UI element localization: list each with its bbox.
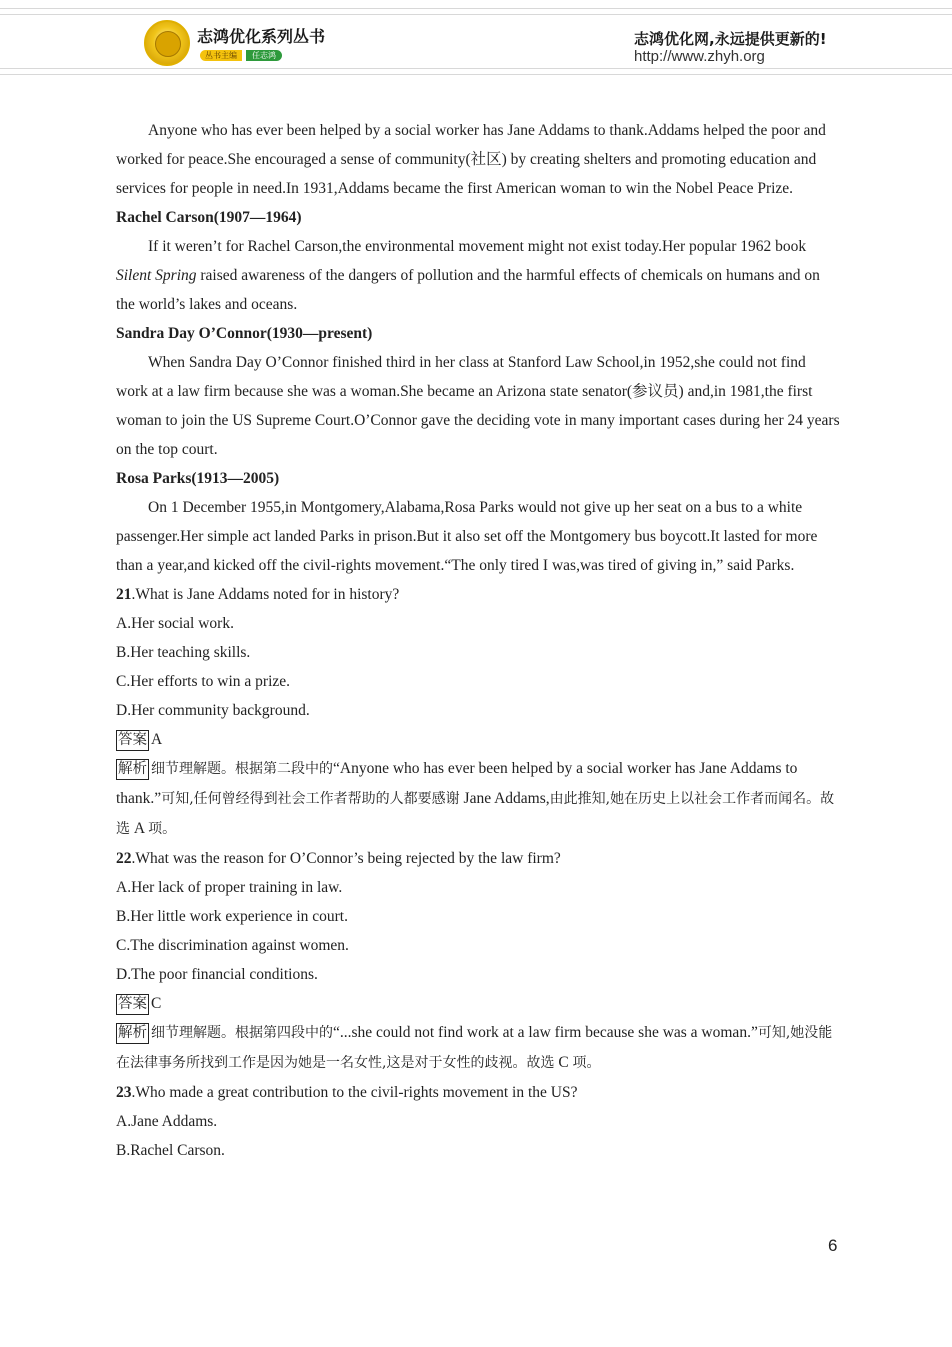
answer-value: C [151, 995, 162, 1012]
analysis-text: 可知,任何曾经得到社会工作者帮助的人都要感谢 [161, 791, 460, 807]
analysis-text: C [554, 1054, 573, 1071]
option: D.Her community background. [116, 702, 310, 719]
series-title: 志鸿优化系列丛书 [197, 27, 326, 46]
option: A.Her social work. [116, 615, 234, 632]
question-number: 23 [116, 1084, 132, 1101]
question-number: 22 [116, 850, 132, 867]
editor-tag-name: 任志鸿 [246, 50, 282, 61]
analysis-text: 由此推知,她在历史上以社会工作者而闻名。故选 [116, 791, 835, 837]
analysis-line [116, 754, 840, 844]
question-stem [116, 844, 840, 873]
heading-parks: Rosa Parks(1913—2005) [116, 470, 280, 487]
header-rule [0, 14, 952, 15]
question-stem [116, 1078, 840, 1107]
analysis-quote: “...she could not find work at a law firm because she was a woman.” [333, 1024, 758, 1041]
answer-label: 答案 [116, 994, 149, 1015]
analysis-text: 项。 [148, 821, 177, 837]
analysis-text: 细节理解题。根据第二段中的 [151, 761, 333, 777]
question-text: .What was the reason for O’Connor’s being rejected by the law firm? [131, 850, 561, 867]
question-text: .What is Jane Addams noted for in history? [131, 586, 400, 603]
analysis-text: A [130, 820, 149, 837]
header-url: http://www.zhyh.org [634, 48, 765, 65]
book-title: Silent Spring [116, 267, 197, 284]
analysis-text: 可知,她没能在法律事务所找到工作是因为她是一名女性,这是对于女性的歧视。故选 [116, 1025, 833, 1071]
header-slogan: 志鸿优化网,永远提供更新的! [634, 30, 827, 48]
paragraph-text: raised awareness of the dangers of pollution and the harmful effects of chemicals on humans and on the world’s lakes and oceans. [116, 267, 820, 313]
analysis-quote: “Anyone who has ever been helped by a social worker has Jane Addams to thank.” [116, 760, 798, 807]
paragraph-carson [116, 232, 840, 319]
paragraph-addams: Anyone who has ever been helped by a social worker has Jane Addams to thank.Addams helped the poor and worked for peace.She encouraged a sense of community(社区) by creating shelters and promoting education and services for people in need.In 1931,Addams became the first American woman to win the Nobel Peace Prize. [116, 122, 826, 197]
question-stem [116, 580, 840, 609]
analysis-label: 解析 [116, 1023, 149, 1044]
option: C.The discrimination against women. [116, 937, 349, 954]
page-header [0, 0, 952, 80]
heading-oconnor: Sandra Day O’Connor(1930—present) [116, 325, 373, 342]
header-rule [0, 8, 952, 9]
question-number: 21 [116, 586, 132, 603]
editor-tag-label: 丛书主编 [200, 50, 242, 61]
answer-line [116, 989, 840, 1018]
option: B.Rachel Carson. [116, 1142, 225, 1159]
header-rule [0, 68, 952, 69]
answer-value: A [151, 731, 163, 748]
option: A.Jane Addams. [116, 1113, 218, 1130]
analysis-text: 项。 [572, 1055, 601, 1071]
paragraph-text: If it weren’t for Rachel Carson,the environmental movement might not exist today.Her popular 1962 book [148, 238, 807, 255]
paragraph-oconnor: When Sandra Day O’Connor finished third in her class at Stanford Law School,in 1952,she could not find work at a law firm because she was a woman.She became an Arizona state senator(参议员) and,in 1981,the first woman to join the US Supreme Court.O’Connor gave the deciding vote in many important cases during her 24 years on the top court. [116, 354, 840, 458]
analysis-text: 细节理解题。根据第四段中的 [151, 1025, 333, 1041]
option: D.The poor financial conditions. [116, 966, 318, 983]
paragraph-parks: On 1 December 1955,in Montgomery,Alabama,Rosa Parks would not give up her seat on a bus to a white passenger.Her simple act landed Parks in prison.But it also set off the Montgomery bus boycott.It lasted for more than a year,and kicked off the civil-rights movement.“The only tired I was,was tired of giving in,” said Parks. [116, 499, 818, 574]
header-rule [0, 74, 952, 75]
analysis-text: Jane Addams, [459, 790, 550, 807]
analysis-line [116, 1018, 840, 1078]
analysis-label: 解析 [116, 759, 149, 780]
option: B.Her teaching skills. [116, 644, 251, 661]
answer-label: 答案 [116, 730, 149, 751]
publisher-logo [144, 20, 190, 66]
option: C.Her efforts to win a prize. [116, 673, 291, 690]
page-number: 6 [828, 1236, 838, 1255]
question-text: .Who made a great contribution to the civil-rights movement in the US? [131, 1084, 578, 1101]
option: A.Her lack of proper training in law. [116, 879, 343, 896]
document-body [116, 116, 840, 1165]
heading-carson: Rachel Carson(1907—1964) [116, 209, 302, 226]
option: B.Her little work experience in court. [116, 908, 348, 925]
answer-line [116, 725, 840, 754]
